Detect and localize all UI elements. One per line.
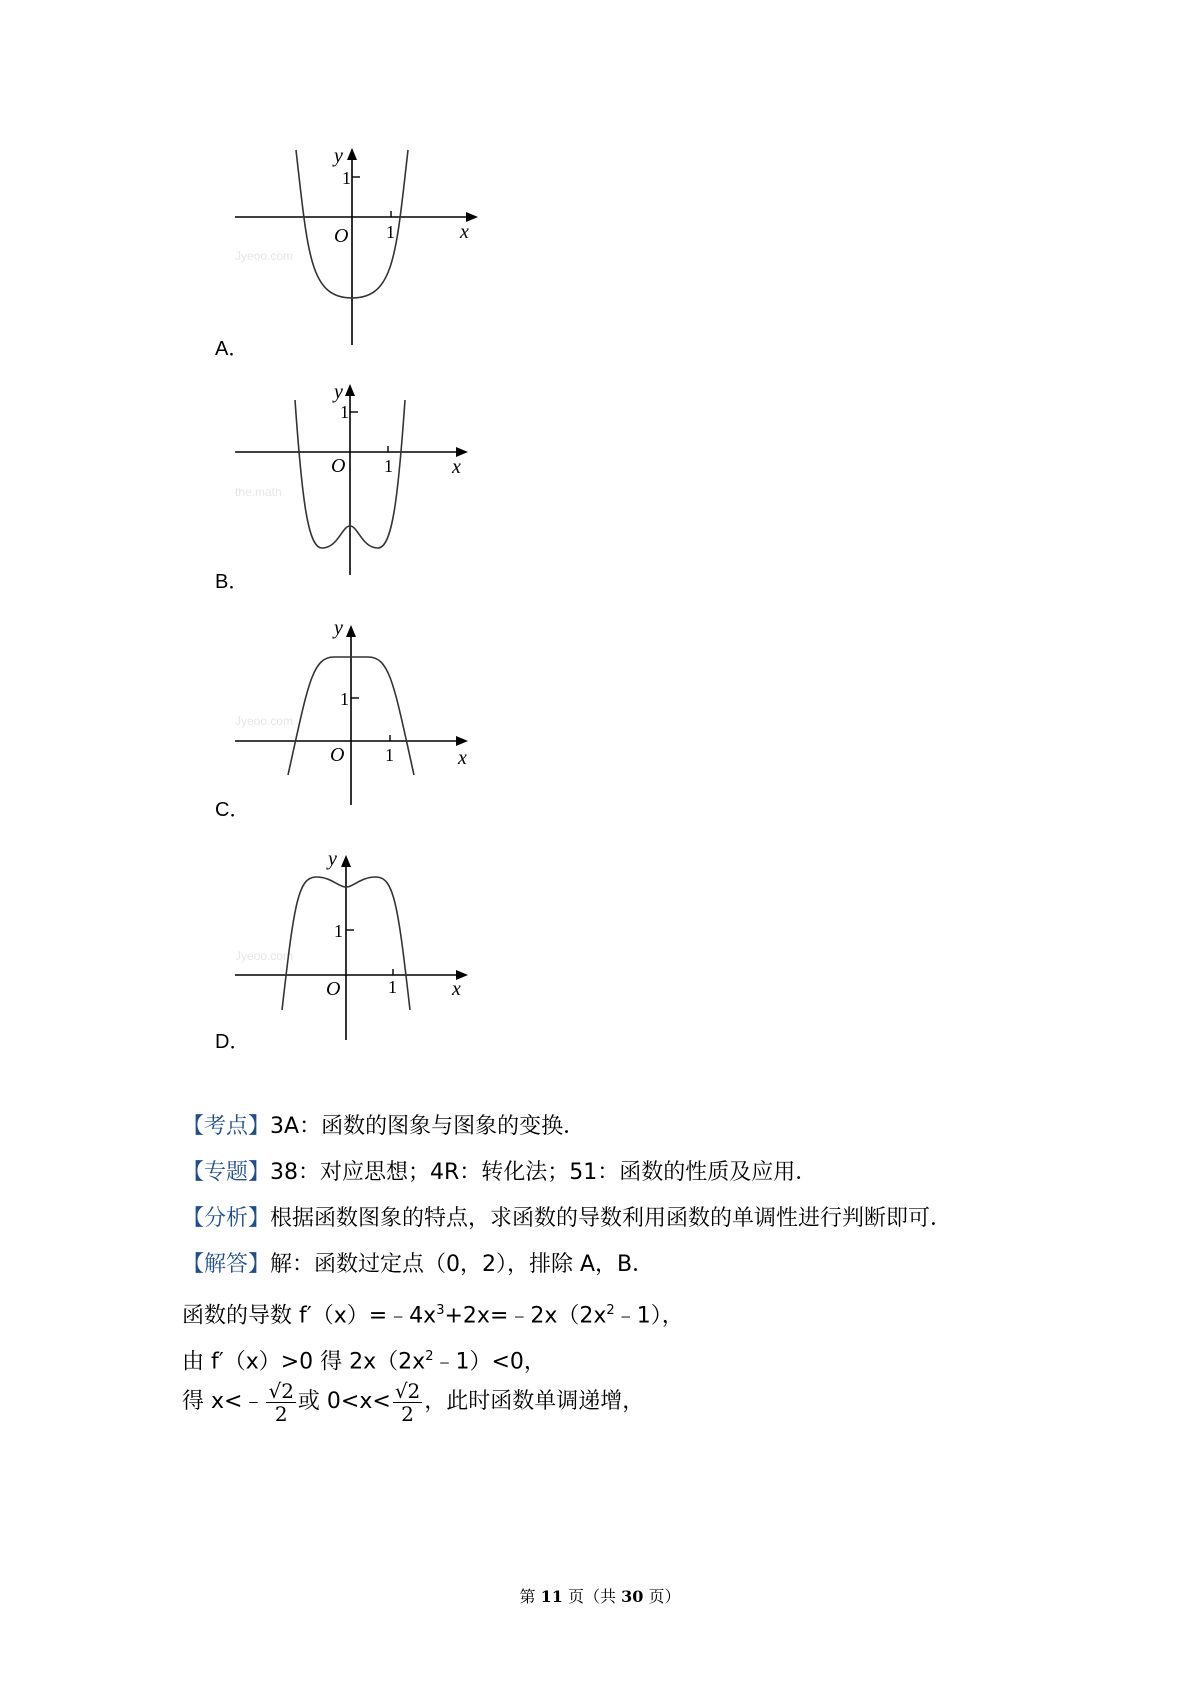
footer-prefix: 第 bbox=[519, 1587, 541, 1606]
kaodian-text: 3A：函数的图象与图象的变换． bbox=[270, 1114, 586, 1139]
y-tick-label: 1 bbox=[342, 168, 351, 188]
jieda-text: 解：函数过定点（0，2），排除 A，B． bbox=[270, 1252, 655, 1277]
option-letter: D． bbox=[215, 1031, 250, 1053]
option-c bbox=[0, 615, 700, 855]
origin-label: O bbox=[334, 225, 349, 247]
y-tick-label: 1 bbox=[334, 921, 343, 941]
text: ﹣1）， bbox=[614, 1303, 684, 1329]
graph-a bbox=[235, 140, 530, 370]
zhuanti-tag: 【专题】 bbox=[182, 1160, 271, 1185]
option-d bbox=[0, 845, 700, 1085]
y-tick-label: 1 bbox=[340, 402, 349, 422]
result-line bbox=[182, 1378, 1102, 1426]
y-axis-label: y bbox=[328, 848, 337, 870]
svg-text:Jyeoo.com: Jyeoo.com bbox=[235, 714, 294, 728]
page-footer bbox=[0, 1584, 1200, 1607]
option-a bbox=[0, 140, 700, 380]
zhuanti-text: 38：对应思想；4R：转化法；51：函数的性质及应用． bbox=[270, 1160, 818, 1185]
fraction bbox=[266, 1380, 295, 1425]
text: ﹣1）<0， bbox=[433, 1349, 546, 1375]
option-letter: A． bbox=[215, 338, 249, 360]
y-axis-label: y bbox=[334, 617, 343, 639]
footer-suffix: 页） bbox=[643, 1587, 681, 1606]
y-axis-label: y bbox=[334, 145, 343, 167]
superscript: 2 bbox=[606, 1303, 615, 1318]
x-axis-label: x bbox=[452, 978, 461, 1000]
fraction bbox=[393, 1380, 422, 1425]
fenxi-tag: 【分析】 bbox=[182, 1206, 271, 1231]
origin-label: O bbox=[326, 978, 341, 1000]
fraction-denominator: 2 bbox=[401, 1401, 414, 1426]
footer-mid: 页（共 bbox=[562, 1587, 622, 1606]
zhuanti-line bbox=[182, 1158, 1102, 1188]
y-tick-label: 1 bbox=[340, 689, 349, 709]
inequality-line bbox=[182, 1342, 1102, 1377]
kaodian-tag: 【考点】 bbox=[182, 1114, 271, 1139]
fraction-denominator: 2 bbox=[274, 1401, 288, 1426]
jieda-tag: 【解答】 bbox=[182, 1252, 271, 1277]
total-pages: 30 bbox=[621, 1587, 644, 1606]
x-tick-label: 1 bbox=[386, 222, 395, 242]
fraction-numerator: √2 bbox=[268, 1378, 294, 1403]
jieda-line bbox=[182, 1250, 1102, 1280]
svg-text:Jyeoo.com: Jyeoo.com bbox=[235, 249, 294, 263]
text: 或 0<x< bbox=[297, 1389, 391, 1414]
fenxi-text: 根据函数图象的特点，求函数的导数利用函数的单调性进行判断即可． bbox=[270, 1206, 953, 1231]
text: +2x=﹣2x（2x bbox=[444, 1303, 607, 1329]
x-tick-label: 1 bbox=[388, 977, 397, 997]
x-axis-label: x bbox=[458, 747, 467, 769]
x-tick-label: 1 bbox=[384, 456, 393, 476]
option-letter: C． bbox=[215, 799, 250, 821]
origin-label: O bbox=[331, 455, 346, 477]
x-axis-label: x bbox=[460, 221, 469, 243]
x-tick-label: 1 bbox=[385, 745, 394, 765]
derivative-line bbox=[182, 1296, 1102, 1331]
superscript: 2 bbox=[425, 1349, 434, 1364]
text: 得 x<﹣ bbox=[182, 1389, 265, 1414]
text: ，此时函数单调递增， bbox=[424, 1389, 645, 1414]
x-axis-label: x bbox=[452, 456, 461, 478]
origin-label: O bbox=[330, 744, 345, 766]
option-b bbox=[0, 381, 700, 630]
fenxi-line bbox=[182, 1204, 1102, 1234]
svg-text:Jyeoo.com: Jyeoo.com bbox=[235, 949, 294, 963]
kaodian-line bbox=[182, 1112, 1102, 1142]
graph-c bbox=[235, 615, 530, 845]
page-number: 11 bbox=[540, 1587, 563, 1606]
graph-d bbox=[235, 845, 530, 1075]
text: 由 f′（x）>0 得 2x（2x bbox=[182, 1349, 426, 1375]
superscript: 3 bbox=[436, 1303, 445, 1318]
fraction-numerator: √2 bbox=[394, 1378, 421, 1403]
option-letter: B． bbox=[215, 571, 249, 593]
svg-text:the.math: the.math bbox=[235, 485, 282, 499]
graph-b bbox=[235, 381, 530, 620]
text: 函数的导数 f′（x）=﹣4x bbox=[182, 1303, 437, 1329]
y-axis-label: y bbox=[334, 381, 343, 403]
